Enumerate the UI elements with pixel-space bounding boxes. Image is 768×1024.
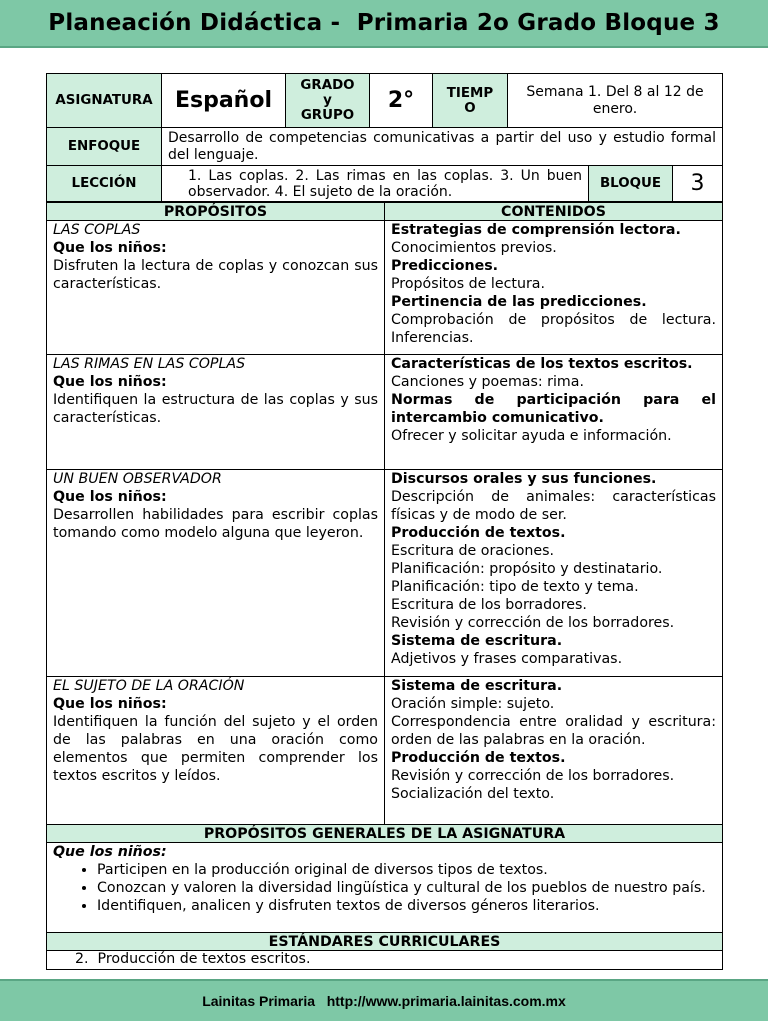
estandares-item: 2. Producción de textos escritos. xyxy=(47,951,723,970)
content-heading: Sistema de escritura. xyxy=(391,633,563,649)
lesson-row xyxy=(47,221,723,355)
content-item: Revisión y corrección de los borradores. xyxy=(391,768,675,784)
footer-text: Lainitas Primaria http://www.primaria.lainitas.com.mx xyxy=(202,993,566,1009)
estandares-header: ESTÁNDARES CURRICULARES xyxy=(47,933,723,951)
lesson-name: EL SUJETO DE LA ORACIÓN xyxy=(53,678,245,694)
lesson-purpose: Disfruten la lectura de coplas y conozcan sus características. xyxy=(53,258,378,292)
page-footer-bar xyxy=(0,979,768,1021)
content-item: Conocimientos previos. xyxy=(391,240,557,256)
content-heading: Sistema de escritura. xyxy=(391,678,563,694)
content-item: Adjetivos y frases comparativas. xyxy=(391,651,623,667)
lesson-purpose: Desarrollen habilidades para escribir coplas tomando como modelo alguna que leyeron. xyxy=(53,507,378,541)
lesson-que: Que los niños: xyxy=(53,489,167,505)
lesson-row xyxy=(47,677,723,825)
grado-label: GRADO y GRUPO xyxy=(286,74,370,128)
grado-value: 2° xyxy=(370,74,433,128)
propositos-header: PROPÓSITOS xyxy=(47,203,385,221)
enfoque-value: Desarrollo de competencias comunicativas a partir del uso y estudio formal del lenguaje. xyxy=(162,128,723,166)
content-heading: Discursos orales y sus funciones. xyxy=(391,471,657,487)
content-heading: Normas de participación para el intercambio comunicativo. xyxy=(391,392,716,426)
content-item: Canciones y poemas: rima. xyxy=(391,374,584,390)
lesson-contents-cell xyxy=(385,355,723,470)
content-item: Revisión y corrección de los borradores. xyxy=(391,615,675,631)
lesson-que: Que los niños: xyxy=(53,696,167,712)
page-header-bar xyxy=(0,0,768,48)
lesson-row xyxy=(47,470,723,677)
lesson-purpose-cell xyxy=(47,470,385,677)
content-heading: Características de los textos escritos. xyxy=(391,356,693,372)
generales-list xyxy=(53,861,716,915)
tiempo-label: TIEMPO xyxy=(433,74,508,128)
leccion-label: LECCIÓN xyxy=(47,166,162,202)
content-item: Escritura de oraciones. xyxy=(391,543,555,559)
tiempo-value: Semana 1. Del 8 al 12 de enero. xyxy=(508,74,723,128)
list-item: • Participen en la producción original de diversos tipos de textos. xyxy=(97,861,716,879)
bloque-value: 3 xyxy=(673,166,723,202)
enfoque-label: ENFOQUE xyxy=(47,128,162,166)
content-heading: Producción de textos. xyxy=(391,750,566,766)
lesson-purpose: Identifiquen la estructura de las coplas y sus características. xyxy=(53,392,378,426)
content-item: Socialización del texto. xyxy=(391,786,555,802)
content-item: Propósitos de lectura. xyxy=(391,276,545,292)
bloque-label: BLOQUE xyxy=(589,166,673,202)
content-heading: Producción de textos. xyxy=(391,525,566,541)
asignatura-label: ASIGNATURA xyxy=(47,74,162,128)
contenidos-header: CONTENIDOS xyxy=(385,203,723,221)
generales-cell xyxy=(47,843,723,933)
lesson-que: Que los niños: xyxy=(53,240,167,256)
content-item: Planificación: tipo de texto y tema. xyxy=(391,579,639,595)
lesson-purpose: Identifiquen la función del sujeto y el orden de las palabras en una oración como elementos que permiten comprender los textos escritos y leídos. xyxy=(53,714,378,784)
lesson-row xyxy=(47,355,723,470)
list-item: • Conozcan y valoren la diversidad lingüística y cultural de los pueblos de nuestro país. xyxy=(97,879,716,897)
lesson-contents-cell xyxy=(385,221,723,355)
content-item: Descripción de animales: características físicas y de modo de ser. xyxy=(391,489,716,523)
content-heading: Predicciones. xyxy=(391,258,499,274)
lesson-purpose-cell xyxy=(47,677,385,825)
content-item: Oración simple: sujeto. xyxy=(391,696,555,712)
content-item: Escritura de los borradores. xyxy=(391,597,587,613)
lesson-que: Que los niños: xyxy=(53,374,167,390)
asignatura-value: Español xyxy=(162,74,286,128)
list-item: • Identifiquen, analicen y disfruten textos de diversos géneros literarios. xyxy=(97,897,716,915)
lesson-contents-cell xyxy=(385,470,723,677)
content-heading: Estrategias de comprensión lectora. xyxy=(391,222,681,238)
content-item: Planificación: propósito y destinatario. xyxy=(391,561,663,577)
lesson-name: LAS COPLAS xyxy=(53,222,141,238)
content-item: Correspondencia entre oralidad y escritura: orden de las palabras en la oración. xyxy=(391,714,716,748)
content-item: Ofrecer y solicitar ayuda e información. xyxy=(391,428,672,444)
lesson-name: LAS RIMAS EN LAS COPLAS xyxy=(53,356,246,372)
lesson-name: UN BUEN OBSERVADOR xyxy=(53,471,222,487)
lessons-table xyxy=(46,202,723,970)
content-item: Comprobación de propósitos de lectura. Inferencias. xyxy=(391,312,716,346)
generales-header: PROPÓSITOS GENERALES DE LA ASIGNATURA xyxy=(47,825,723,843)
lesson-purpose-cell xyxy=(47,355,385,470)
leccion-value: 1. Las coplas. 2. Las rimas en las coplas. 3. Un buen observador. 4. El sujeto de la oración. xyxy=(162,166,589,202)
generales-intro: Que los niños: xyxy=(53,844,167,860)
content-heading: Pertinencia de las predicciones. xyxy=(391,294,647,310)
lesson-purpose-cell xyxy=(47,221,385,355)
info-table xyxy=(46,73,723,202)
page-title: Planeación Didáctica - Primaria 2o Grado Bloque 3 xyxy=(48,10,720,36)
lesson-contents-cell xyxy=(385,677,723,825)
